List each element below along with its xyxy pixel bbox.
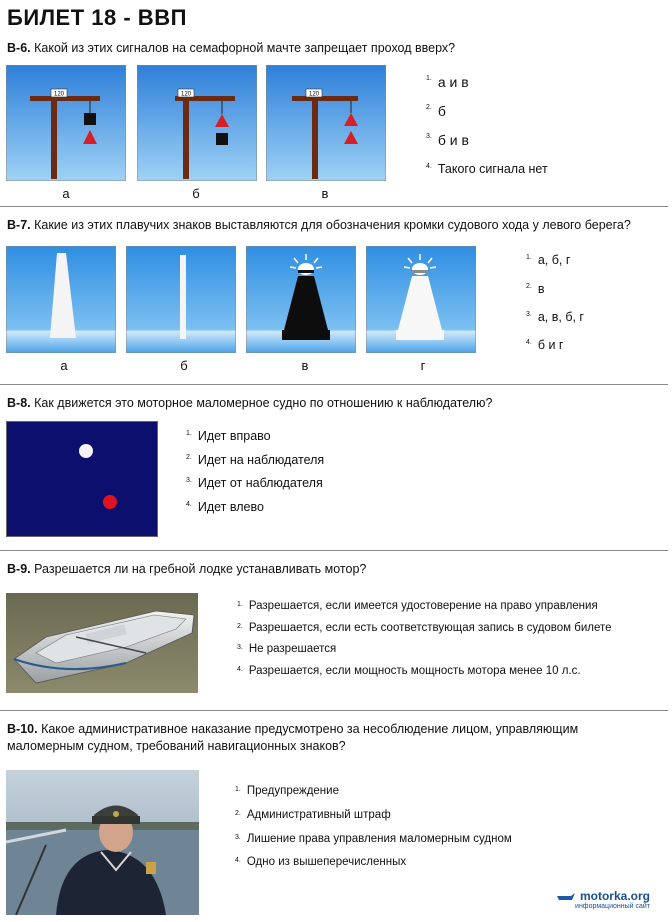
image-label-a: а bbox=[60, 358, 68, 373]
divider bbox=[0, 206, 668, 207]
divider bbox=[0, 710, 668, 711]
answer-option[interactable]: $^{3.}$ Не разрешается bbox=[237, 643, 337, 655]
buoy-image-g bbox=[366, 246, 476, 353]
answer-option[interactable]: $^{2.}$ Административный штраф bbox=[235, 809, 391, 821]
page-title: БИЛЕТ 18 - ВВП bbox=[7, 5, 187, 30]
question-6 bbox=[7, 40, 455, 57]
image-label-v: в bbox=[321, 186, 329, 201]
black-square bbox=[216, 133, 228, 145]
question-text: Какой из этих сигналов на семафорной мачте запрещает проход вверх? bbox=[34, 41, 456, 55]
image-label-g: г bbox=[420, 358, 426, 373]
answer-option[interactable]: $^{1.}$ Предупреждение bbox=[235, 785, 339, 797]
answer-option[interactable]: $^{1.}$ а и в bbox=[426, 74, 469, 90]
answer-option[interactable]: $^{4.}$ Одно из вышеперечисленных bbox=[235, 856, 407, 868]
answer-option[interactable]: $^{4.}$ Такого сигнала нет bbox=[426, 162, 548, 176]
image-label-b: б bbox=[192, 186, 200, 201]
site-tagline: информационный сайт bbox=[575, 903, 650, 910]
buoy-image-b bbox=[126, 246, 236, 353]
question-number: В-7. bbox=[7, 218, 31, 232]
question-number: В-6. bbox=[7, 41, 31, 55]
svg-text:120: 120 bbox=[308, 91, 320, 98]
black-square bbox=[84, 113, 96, 125]
answer-option[interactable]: $^{2.}$ б bbox=[426, 103, 446, 119]
rowboat-photo bbox=[6, 593, 198, 693]
red-light bbox=[103, 495, 117, 509]
answer-option[interactable]: $^{3.}$ а, в, б, г bbox=[526, 310, 584, 324]
image-label-v: в bbox=[301, 358, 309, 373]
divider bbox=[0, 384, 668, 385]
answer-option[interactable]: $^{1.}$ а, б, г bbox=[526, 253, 571, 267]
question-number: В-8. bbox=[7, 396, 31, 410]
question-text: Разрешается ли на гребной лодке устанавливать мотор? bbox=[34, 562, 367, 576]
site-name: motorka.org bbox=[579, 889, 650, 903]
answer-option[interactable]: $^{3.}$ б и в bbox=[426, 132, 469, 148]
semaphore-image-v bbox=[266, 65, 386, 181]
question-number: В-10. bbox=[7, 722, 38, 736]
answer-option[interactable]: $^{2.}$ в bbox=[526, 282, 545, 296]
image-label-a: а bbox=[62, 186, 70, 201]
site-logo[interactable] bbox=[556, 889, 650, 910]
boat-icon bbox=[556, 891, 576, 901]
answer-option[interactable]: $^{2.}$ Идет на наблюдателя bbox=[186, 453, 325, 467]
svg-text:120: 120 bbox=[180, 91, 192, 98]
buoy-image-a bbox=[6, 246, 116, 353]
question-text: Какое административное наказание предусмотрено за несоблюдение лицом, управляющим маломерным судном, требований навигационных знаков? bbox=[7, 722, 579, 753]
semaphore-a-graphic bbox=[6, 65, 126, 181]
inspector-photo bbox=[6, 770, 199, 915]
answer-option[interactable]: $^{4.}$ Идет влево bbox=[186, 500, 264, 514]
question-7 bbox=[7, 217, 631, 234]
white-light bbox=[79, 444, 93, 458]
answer-option[interactable]: $^{4.}$ Разрешается, если мощность мощность мотора менее 10 л.с. bbox=[237, 665, 581, 677]
answer-option[interactable]: $^{1.}$ Идет вправо bbox=[186, 429, 271, 443]
question-text: Как движется это моторное маломерное судно по отношению к наблюдателю? bbox=[34, 396, 493, 410]
question-text: Какие из этих плавучих знаков выставляются для обозначения кромки судового хода у левого берега? bbox=[34, 218, 631, 232]
semaphore-image-b bbox=[137, 65, 257, 181]
question-9 bbox=[7, 561, 366, 578]
buoy-image-v bbox=[246, 246, 356, 353]
answer-option[interactable]: $^{3.}$ Идет от наблюдателя bbox=[186, 476, 323, 490]
answer-option[interactable]: $^{1.}$ Разрешается, если имеется удостоверение на право управления bbox=[237, 600, 598, 612]
answer-option[interactable]: $^{3.}$ Лишение права управления маломерным судном bbox=[235, 833, 512, 845]
answer-option[interactable]: $^{4.}$ б и г bbox=[526, 338, 564, 352]
svg-text:120: 120 bbox=[53, 91, 65, 98]
divider bbox=[0, 550, 668, 551]
question-number: В-9. bbox=[7, 562, 31, 576]
white-pole bbox=[180, 255, 186, 339]
image-label-b: б bbox=[180, 358, 188, 373]
night-lights-image bbox=[6, 421, 158, 537]
question-10 bbox=[7, 721, 657, 755]
question-8 bbox=[7, 395, 492, 412]
semaphore-b-graphic bbox=[137, 65, 257, 181]
semaphore-v-graphic bbox=[266, 65, 386, 181]
answer-option[interactable]: $^{2.}$ Разрешается, если есть соответствующая запись в судовом билете bbox=[237, 622, 612, 634]
semaphore-image-a bbox=[6, 65, 126, 181]
